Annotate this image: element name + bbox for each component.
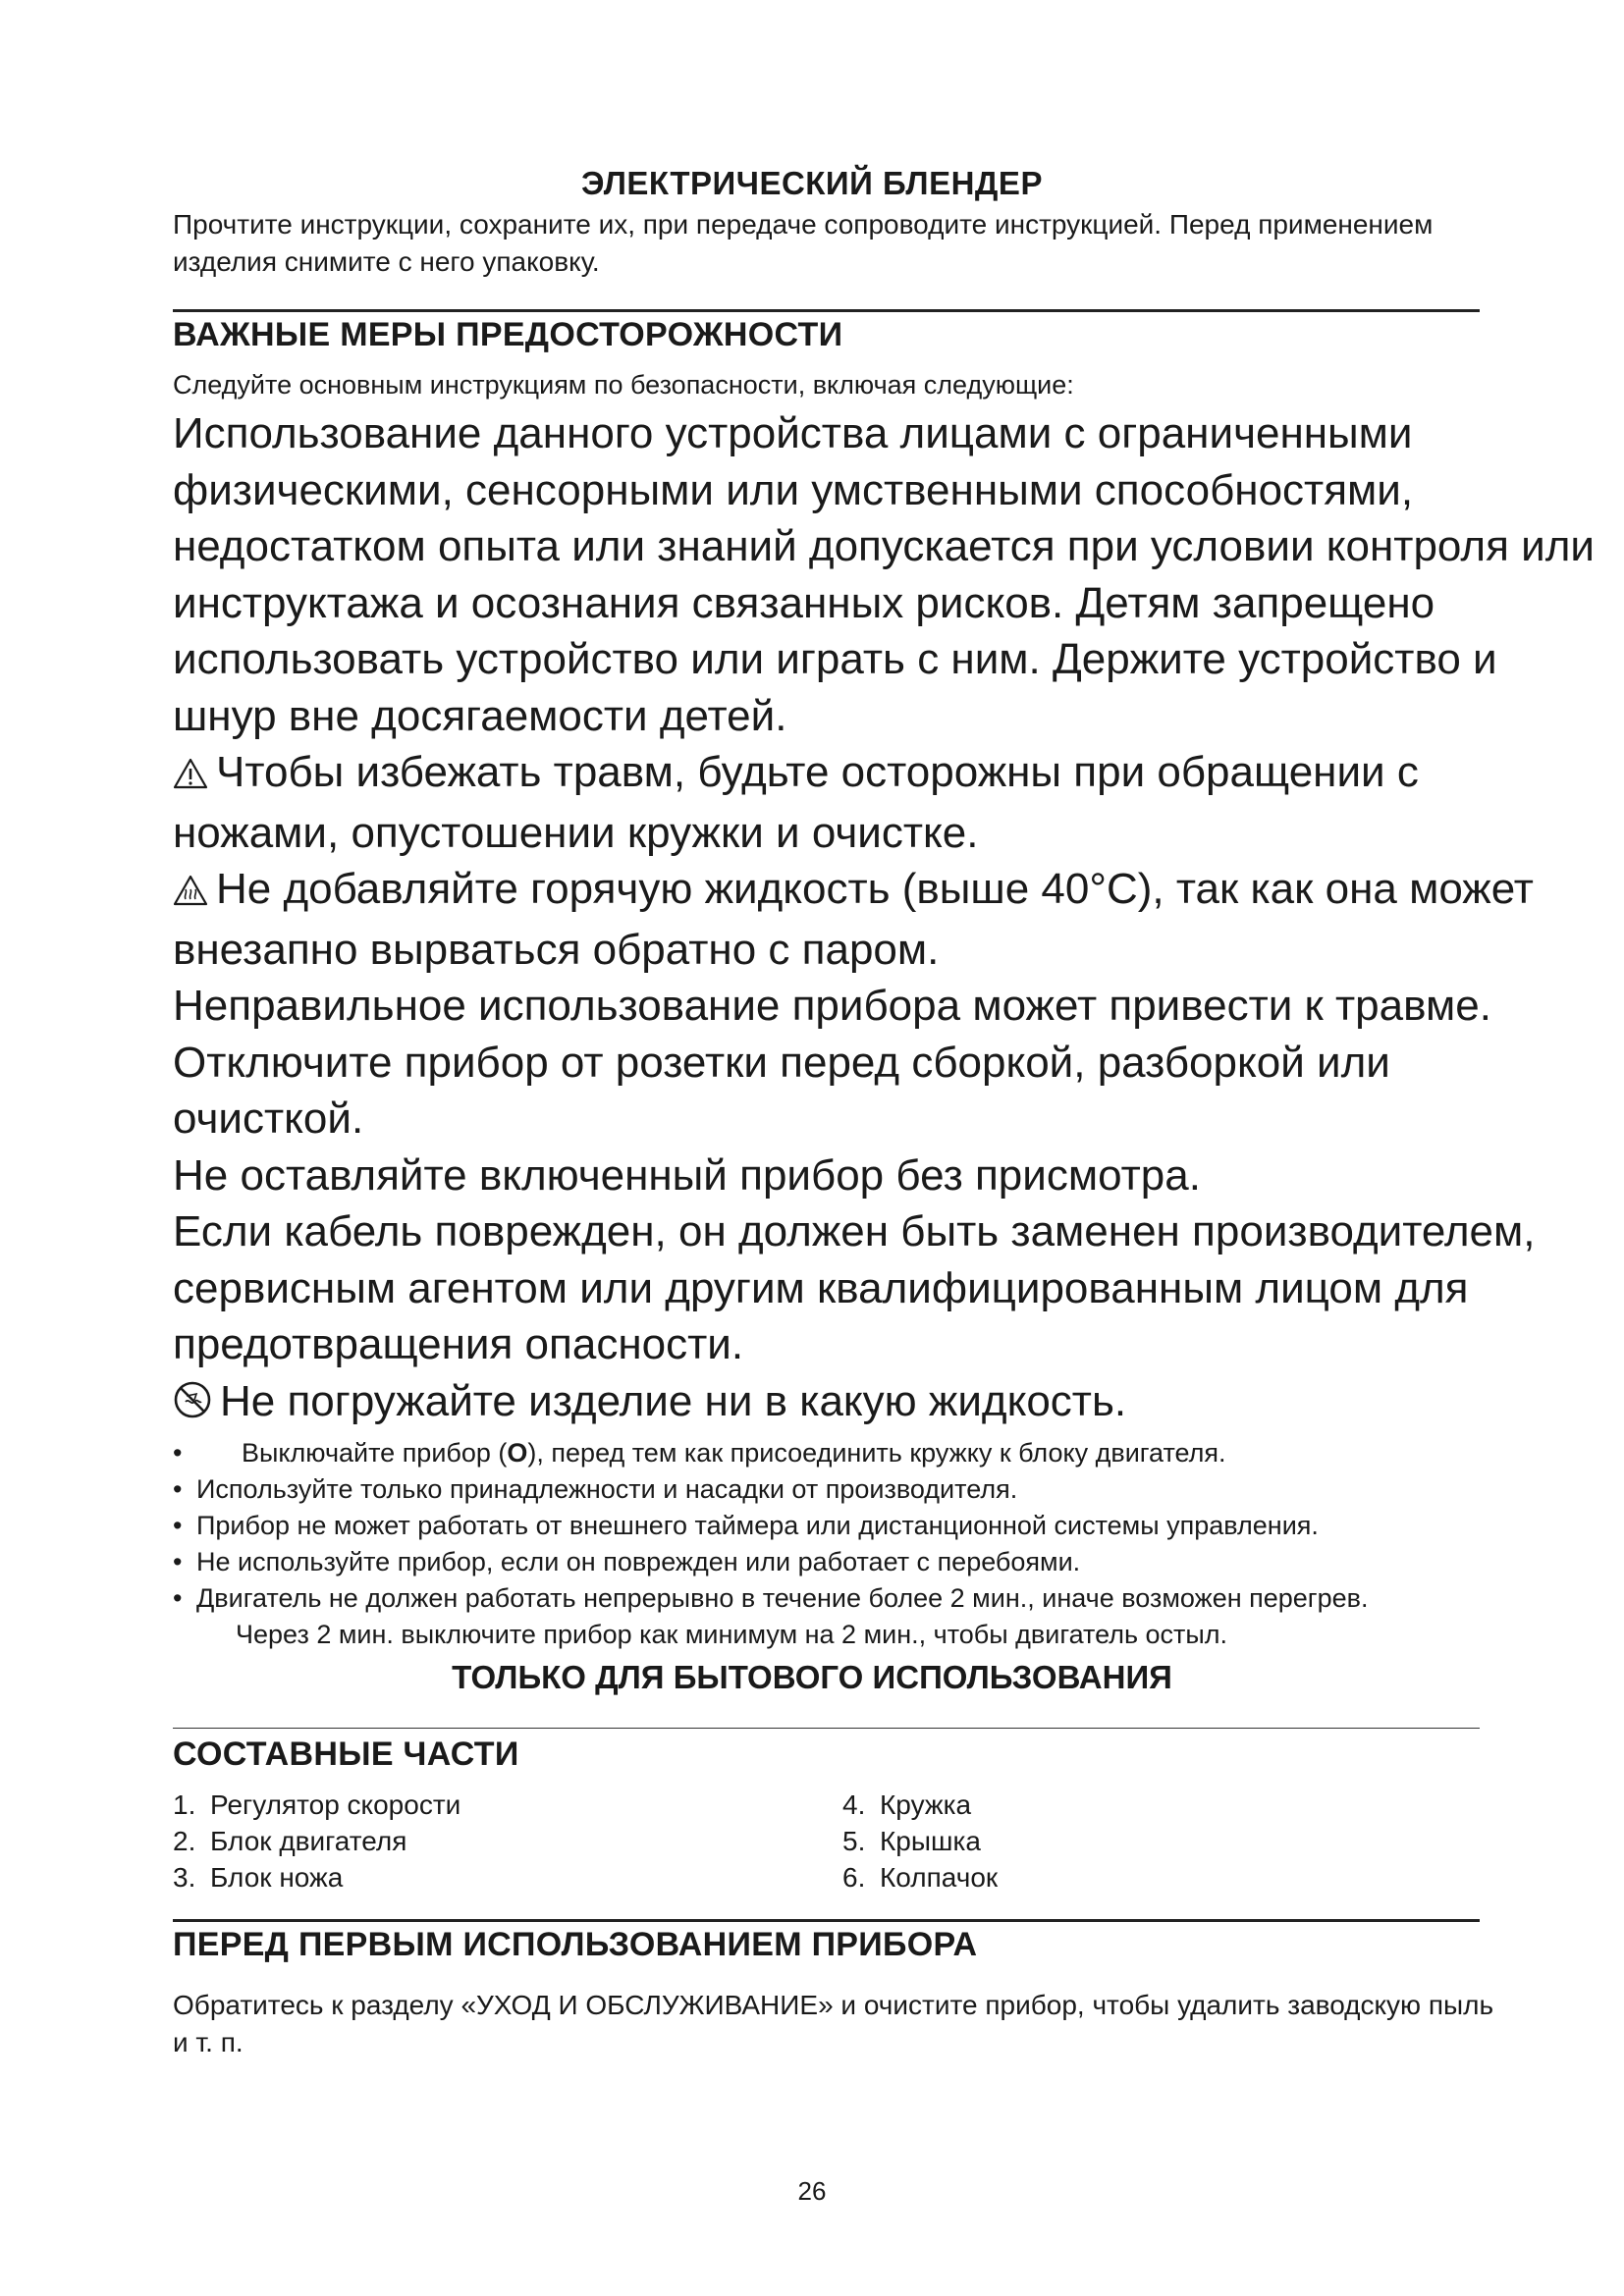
document-title: ЭЛЕКТРИЧЕСКИЙ БЛЕНДЕР (581, 165, 1043, 201)
warning-triangle-icon (173, 748, 208, 805)
parts-heading: СОСТАВНЫЕ ЧАСТИ (173, 1735, 519, 1773)
knife-warning-line: Чтобы избежать травм, будьте осторожны при обращении с (216, 748, 1419, 796)
cable-warning-line: Если кабель поврежден, он должен быть заменен производителем, (173, 1207, 1536, 1255)
intro-line: изделия снимите с него упаковку. (173, 246, 600, 277)
first-use-line: Обратитесь к разделу «УХОД И ОБСЛУЖИВАНИЕ» и очистите прибор, чтобы удалить заводскую пыль (173, 1990, 1494, 2020)
safety-body (173, 405, 1595, 1433)
household-use-notice: ТОЛЬКО ДЛЯ БЫТОВОГО ИСПОЛЬЗОВАНИЯ (452, 1659, 1172, 1695)
bullet-continuation: Через 2 мин. выключите прибор как минимум на 2 мин., чтобы двигатель остыл. (236, 1620, 1228, 1649)
cable-warning-line: сервисным агентом или другим квалифицированным лицом для (173, 1263, 1469, 1312)
parts-list-item: 6. Колпачок (842, 1862, 999, 1893)
safety-line: недостатком опыта или знаний допускается при условии контроля или (173, 522, 1595, 570)
off-symbol: O (507, 1438, 528, 1468)
safety-line: физическими, сенсорными или умственными способностями, (173, 465, 1414, 514)
parts-list-item: 4. Кружка (842, 1789, 972, 1820)
section-divider (173, 1728, 1480, 1729)
section-divider (173, 1919, 1480, 1922)
parts-list-item: 5. Крышка (842, 1826, 981, 1856)
safety-line: шнур вне досягаемости детей. (173, 691, 787, 740)
first-use-text (173, 1987, 1493, 2061)
first-use-line: и т. п. (173, 2027, 244, 2057)
parts-list-item: 1. Регулятор скорости (173, 1789, 461, 1820)
hot-surface-warning-icon (173, 865, 208, 922)
hot-liquid-warning (173, 861, 1534, 922)
section-divider (173, 309, 1480, 312)
intro-line: Прочтите инструкции, сохраните их, при передаче сопроводите инструкцией. Перед применением (173, 209, 1434, 240)
knife-warning (173, 744, 1508, 805)
knife-warning-line: ножами, опустошении кружки и очистке. (173, 808, 979, 857)
misuse-warning: Неправильное использование прибора может привести к травме. (173, 982, 1491, 1030)
bullet-marker: • (173, 1438, 183, 1468)
hot-liquid-warning-line: Не добавляйте горячую жидкость (выше 40°C), так как она может (216, 865, 1534, 913)
page-number: 26 (797, 2176, 827, 2206)
bullet-item: • Выключайте прибор (O), перед тем как присоединить кружку к блоку двигателя. (173, 1438, 1226, 1468)
bullet-marker: • (173, 1511, 183, 1540)
bullet-item: • Используйте только принадлежности и насадки от производителя. (173, 1474, 1018, 1504)
bullet-item: • Двигатель не должен работать непрерывно в течение более 2 мин., иначе возможен перегрев. (173, 1583, 1369, 1613)
unplug-warning-line: очисткой. (173, 1095, 364, 1143)
unattended-warning: Не оставляйте включенный прибор без присмотра. (173, 1150, 1201, 1200)
bullet-marker: • (173, 1474, 183, 1504)
bullet-item: • Не используйте прибор, если он поврежден или работает с перебоями. (173, 1547, 1081, 1576)
bullet-marker: • (173, 1583, 183, 1613)
intro-text (173, 206, 1433, 281)
safety-line: использовать устройство или играть с ним. Держите устройство и (173, 635, 1497, 683)
bullet-marker: • (173, 1547, 183, 1576)
immersion-warning (173, 1373, 1508, 1434)
bullet-item: • Прибор не может работать от внешнего таймера или дистанционной системы управления. (173, 1511, 1319, 1540)
cable-warning-line: предотвращения опасности. (173, 1320, 744, 1368)
unplug-warning-line: Отключите прибор от розетки перед сборкой, разборкой или (173, 1038, 1390, 1087)
parts-list-item: 2. Блок двигателя (173, 1826, 407, 1856)
hot-liquid-warning-line: внезапно вырваться обратно с паром. (173, 925, 940, 974)
first-use-heading: ПЕРЕД ПЕРВЫМ ИСПОЛЬЗОВАНИЕМ ПРИБОРА (173, 1926, 978, 1963)
safety-subtitle: Следуйте основным инструкциям по безопасности, включая следующие: (173, 370, 1074, 400)
safety-line: инструктажа и осознания связанных рисков. Детям запрещено (173, 578, 1435, 627)
immersion-warning-text: Не погружайте изделие ни в какую жидкость. (220, 1376, 1127, 1425)
parts-list-item: 3. Блок ножа (173, 1862, 344, 1893)
no-immersion-icon (173, 1377, 212, 1434)
safety-line: Использование данного устройства лицами с ограниченными (173, 409, 1413, 457)
safety-heading: ВАЖНЫЕ МЕРЫ ПРЕДОСТОРОЖНОСТИ (173, 316, 843, 353)
